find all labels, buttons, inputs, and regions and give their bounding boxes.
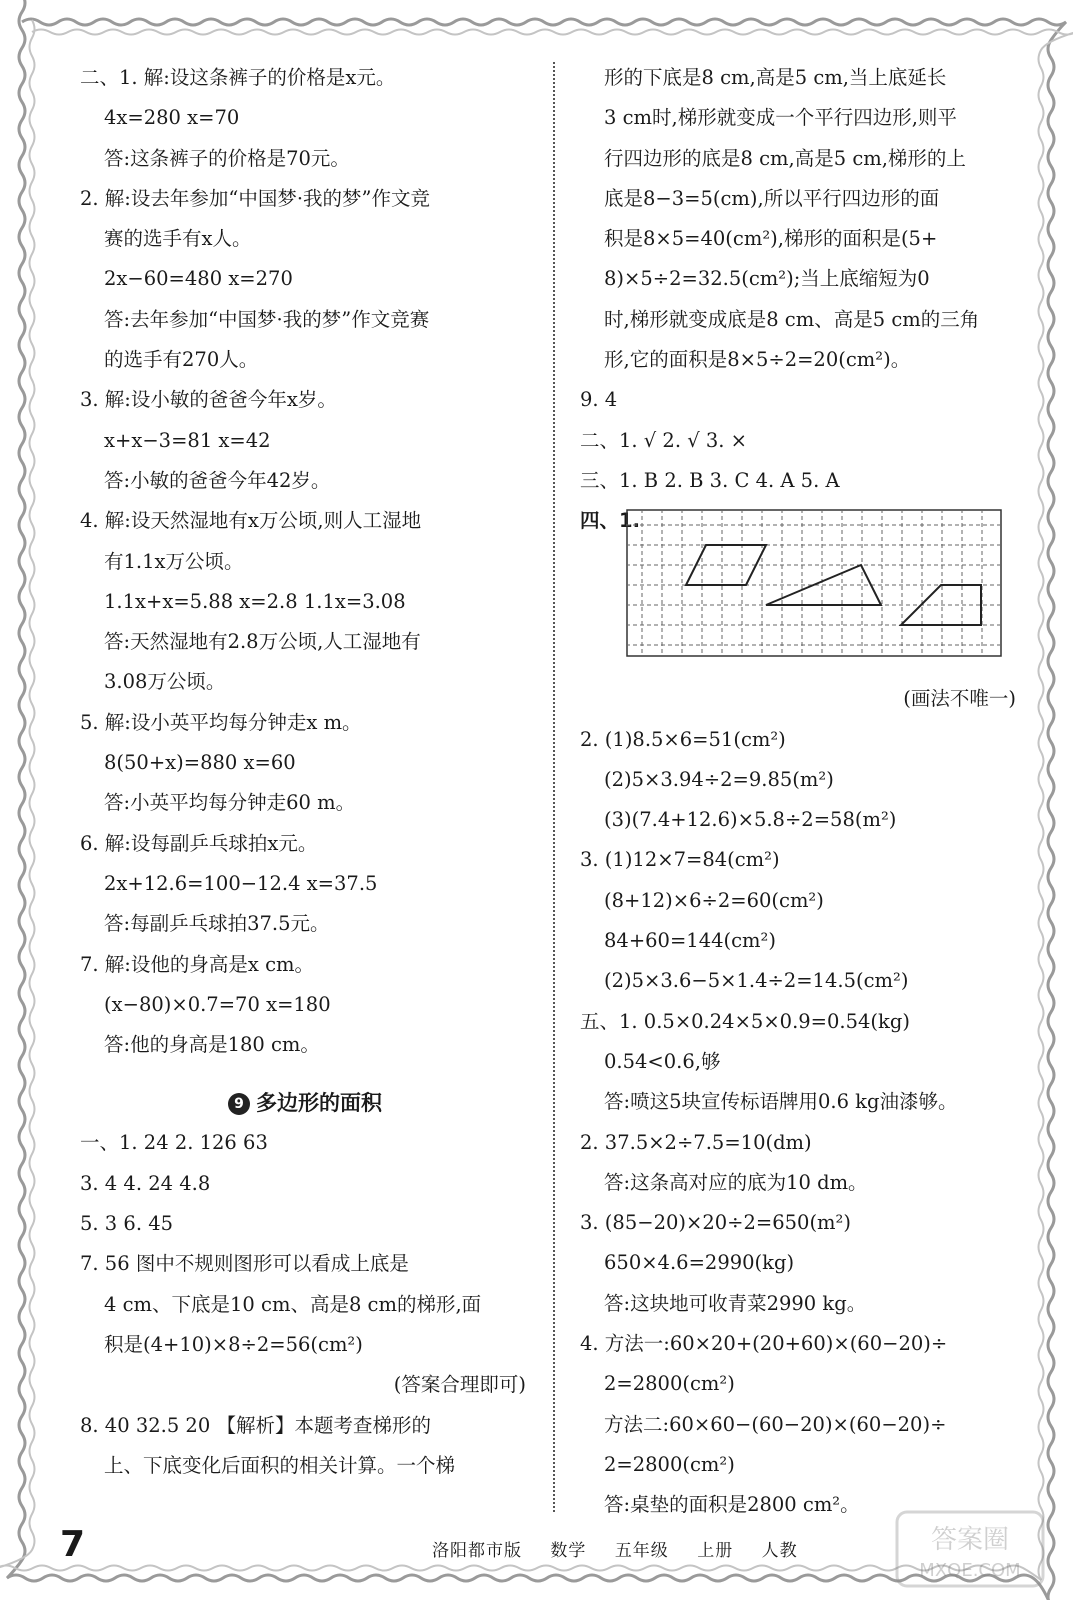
- answer-line: 3.08万公顷。: [104, 670, 226, 694]
- answer-line: 4. 解:设天然湿地有x万公顷,则人工湿地: [80, 509, 422, 533]
- page-footer: [60, 1524, 960, 1568]
- answer-line: 8. 40 32.5 20 【解析】本题考查梯形的: [80, 1413, 431, 1437]
- answer-line: 上、下底变化后面积的相关计算。一个梯: [104, 1453, 456, 1477]
- answer-line: 4x=280 x=70: [104, 106, 240, 130]
- left-answer-list-2: [80, 1123, 530, 1486]
- right-answer-list: [580, 58, 1020, 501]
- left-answer-list: [80, 58, 530, 1065]
- footer-meta: [432, 1536, 820, 1561]
- grid-lines: [626, 509, 1002, 657]
- answer-line: 答:小英平均每分钟走60 m。: [104, 791, 356, 815]
- answer-line: 3. (1)12×7=84(cm²): [580, 848, 780, 872]
- answer-line: (2)5×3.94÷2=9.85(m²): [604, 767, 834, 791]
- answer-line: 8)×5÷2=32.5(cm²);当上底缩短为0: [604, 267, 930, 291]
- footer-subject: 数学: [550, 1541, 587, 1561]
- answer-line: 2. (1)8.5×6=51(cm²): [580, 727, 786, 751]
- answer-line: (2)5×3.6−5×1.4÷2=14.5(cm²): [604, 969, 909, 993]
- answer-line: 时,梯形就变成底是8 cm、高是5 cm的三角: [604, 307, 980, 331]
- answer-line: 3. (85−20)×20÷2=650(m²): [580, 1211, 851, 1235]
- answer-line: 1.1x+x=5.88 x=2.8 1.1x=3.08: [104, 589, 406, 613]
- footer-grade: 五年级: [614, 1541, 669, 1561]
- answer-line: 答:这块地可收青菜2990 kg。: [604, 1291, 867, 1315]
- answer-line: 答:小敏的爸爸今年42岁。: [104, 468, 331, 492]
- answer-line: 2=2800(cm²): [604, 1372, 735, 1396]
- left-column: [80, 58, 530, 1486]
- answer-line: 答:每副乒乓球拍37.5元。: [104, 912, 330, 936]
- answer-line: 有1.1x万公顷。: [104, 549, 244, 573]
- answer-line: 4. 方法一:60×20+(20+60)×(60−20)÷: [580, 1332, 948, 1356]
- section-title: [80, 1083, 530, 1123]
- answer-line: 2. 解:设去年参加“中国梦·我的梦”作文竞: [80, 186, 431, 210]
- answer-line: 5. 3 6. 45: [80, 1212, 174, 1236]
- answer-line: 5. 解:设小英平均每分钟走x m。: [80, 710, 362, 734]
- answer-line: 0.54<0.6,够: [604, 1049, 721, 1073]
- answer-line: 答:这条裤子的价格是70元。: [104, 146, 350, 170]
- answer-line: 方法二:60×60−(60−20)×(60−20)÷: [604, 1412, 947, 1436]
- answer-line: 3. 解:设小敏的爸爸今年x岁。: [80, 388, 337, 412]
- answer-line: 答:这条高对应的底为10 dm。: [604, 1170, 868, 1194]
- answer-line: 3. 4 4. 24 4.8: [80, 1171, 211, 1195]
- answer-line: (3)(7.4+12.6)×5.8÷2=58(m²): [604, 808, 897, 832]
- answer-line: 2=2800(cm²): [604, 1452, 735, 1476]
- answer-line: 形,它的面积是8×5÷2=20(cm²)。: [604, 348, 911, 372]
- answer-line: 2x+12.6=100−12.4 x=37.5: [104, 871, 378, 895]
- grid-figure: [626, 509, 1002, 657]
- answer-line: 五、1. 0.5×0.24×5×0.9=0.54(kg): [580, 1009, 910, 1033]
- answer-line: x+x−3=81 x=42: [104, 428, 271, 452]
- page-number: 7: [60, 1524, 86, 1565]
- answer-line: (8+12)×6÷2=60(cm²): [604, 888, 824, 912]
- section-title-text: 多边形的面积: [256, 1091, 382, 1116]
- answer-line: 2x−60=480 x=270: [104, 267, 293, 291]
- right-answer-list-2: [580, 720, 1020, 1526]
- answer-line: (答案合理即可): [393, 1373, 526, 1397]
- answer-line: 3 cm时,梯形就变成一个平行四边形,则平: [604, 106, 957, 130]
- answer-line: 8(50+x)=880 x=60: [104, 751, 296, 775]
- watermark-logo: [895, 1510, 1045, 1588]
- answer-line: 答:去年参加“中国梦·我的梦”作文竞赛: [104, 307, 430, 331]
- answer-line: 7. 解:设他的身高是x cm。: [80, 952, 314, 976]
- right-column: [580, 58, 1020, 1526]
- grid-note: (画法不唯一): [903, 687, 1016, 711]
- answer-line: 积是(4+10)×8÷2=56(cm²): [104, 1332, 363, 1356]
- answer-line: 答:桌垫的面积是2800 cm²。: [604, 1493, 860, 1517]
- answer-line: 84+60=144(cm²): [604, 929, 776, 953]
- answer-line: 的选手有270人。: [104, 348, 259, 372]
- answer-line: 行四边形的底是8 cm,高是5 cm,梯形的上: [604, 146, 966, 170]
- answer-line: 赛的选手有x人。: [104, 227, 252, 251]
- answer-line: (x−80)×0.7=70 x=180: [104, 992, 331, 1016]
- answer-line: 答:天然湿地有2.8万公顷,人工湿地有: [104, 630, 421, 654]
- grid-label: 四、1.: [580, 509, 640, 533]
- answer-line: 答:他的身高是180 cm。: [104, 1033, 320, 1057]
- column-divider: [553, 62, 555, 1512]
- answer-line: 6. 解:设每副乒乓球拍x元。: [80, 831, 318, 855]
- answer-line: 7. 56 图中不规则图形可以看成上底是: [80, 1252, 409, 1276]
- section-number-badge: 9: [228, 1093, 250, 1115]
- answer-line: 650×4.6=2990(kg): [604, 1251, 795, 1275]
- footer-publisher: 人教: [761, 1541, 798, 1561]
- footer-edition: 洛阳都市版: [432, 1541, 522, 1561]
- answer-line: 答:喷这5块宣传标语牌用0.6 kg油漆够。: [604, 1090, 958, 1114]
- answer-line: 一、1. 24 2. 126 63: [80, 1131, 268, 1155]
- answer-line: 形的下底是8 cm,高是5 cm,当上底延长: [604, 66, 947, 89]
- answer-line: 9. 4: [580, 388, 618, 412]
- grid-figure-row: [580, 501, 1020, 685]
- answer-line: 二、1. √ 2. √ 3. ×: [580, 428, 747, 452]
- answer-line: 积是8×5=40(cm²),梯形的面积是(5+: [604, 227, 938, 251]
- watermark-text-2: MXQE.COM: [919, 1560, 1021, 1581]
- answer-line: 4 cm、下底是10 cm、高是8 cm的梯形,面: [104, 1292, 482, 1316]
- answer-line: 底是8−3=5(cm),所以平行四边形的面: [604, 186, 940, 210]
- answer-line: 2. 37.5×2÷7.5=10(dm): [580, 1130, 812, 1154]
- answer-line: 二、1. 解:设这条裤子的价格是x元。: [80, 66, 396, 89]
- answer-line: 三、1. B 2. B 3. C 4. A 5. A: [580, 468, 840, 492]
- watermark-text-1: 答案圈: [930, 1525, 1010, 1555]
- footer-volume: 上册: [697, 1541, 734, 1561]
